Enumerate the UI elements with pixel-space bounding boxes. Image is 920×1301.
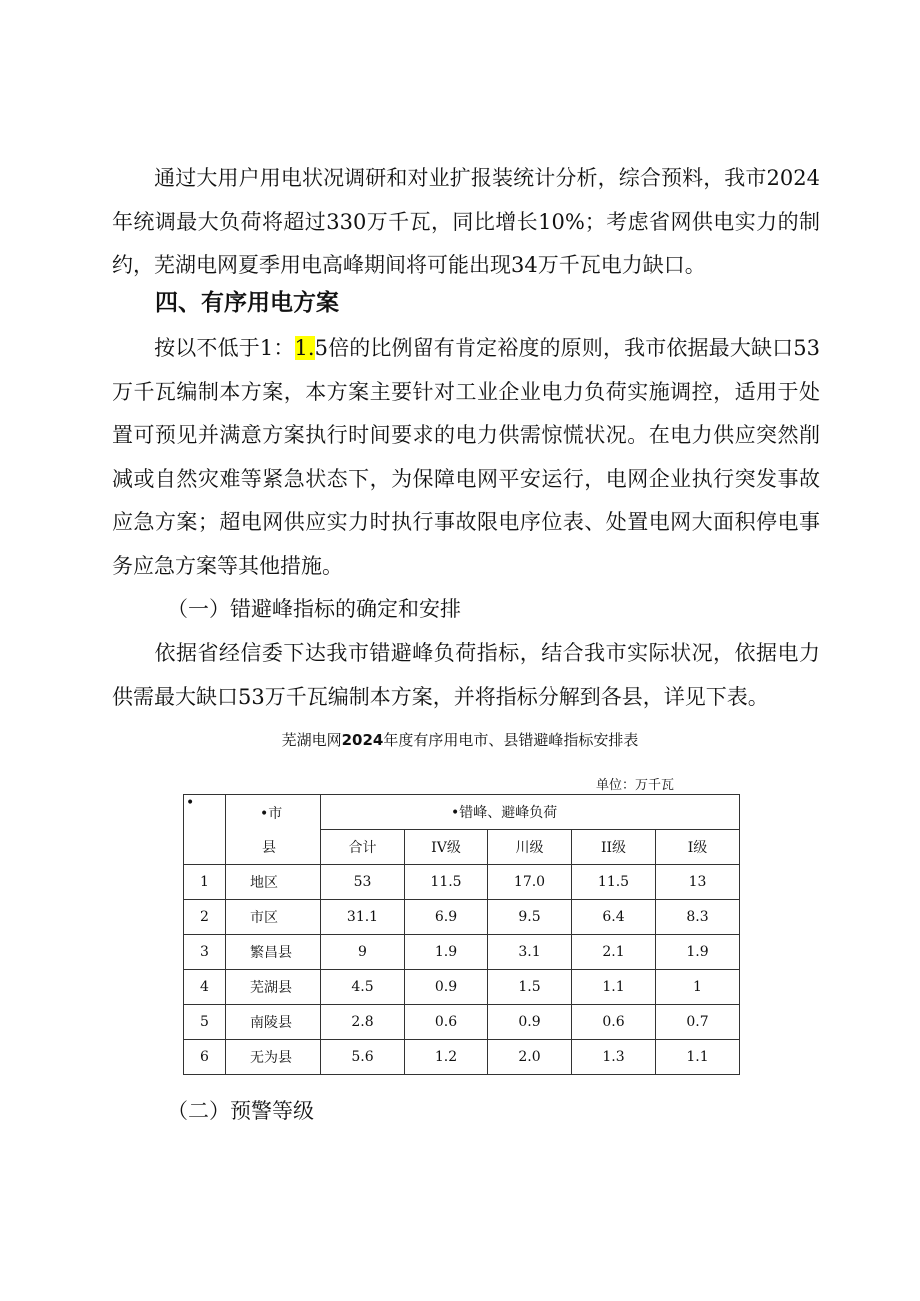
column-header: 合计 — [321, 830, 405, 865]
table-cell: 1.1 — [656, 1040, 740, 1075]
paragraph-plan-principle — [112, 327, 820, 588]
table-cell: 11.5 — [405, 865, 488, 900]
paragraph-load-forecast — [112, 157, 820, 288]
table-cell: 1.9 — [656, 935, 740, 970]
table-cell: 53 — [321, 865, 405, 900]
table-title-suffix: 年度有序用电市、县错避峰指标安排表 — [383, 731, 639, 749]
table-cell: 17.0 — [488, 865, 572, 900]
column-header: II级 — [572, 830, 656, 865]
table-cell: 1.2 — [405, 1040, 488, 1075]
table-cell: 5.6 — [321, 1040, 405, 1075]
table-cell: 13 — [656, 865, 740, 900]
table-cell: 9 — [321, 935, 405, 970]
table-unit: 单位：万千瓦 — [596, 778, 675, 793]
city-header-top: •市 — [260, 806, 283, 822]
column-header: IV级 — [405, 830, 488, 865]
table-cell: 0.9 — [405, 970, 488, 1005]
column-header: I级 — [656, 830, 740, 865]
table-cell: 1 — [656, 970, 740, 1005]
table-header-group: •错峰、避峰负荷 — [321, 795, 740, 830]
row-number: 5 — [184, 1005, 226, 1040]
table-row — [184, 970, 740, 1005]
row-name: 芜湖县 — [226, 970, 321, 1005]
row-name: 地区 — [226, 865, 321, 900]
paragraph-load-forecast-text: 通过大用户用电状况调研和对业扩报装统计分析，综合预料，我市2024年统调最大负荷将超过330万千瓦，同比增长10%；考虑省网供电实力的制约，芜湖电网夏季用电高峰期间将可能出现34万千瓦电力缺口。 — [112, 166, 820, 277]
paragraph-indicator-text: 依据省经信委下达我市错避峰负荷指标，结合我市实际状况，依据电力供需最大缺口53万千瓦编制本方案，并将指标分解到各县，详见下表。 — [112, 641, 820, 709]
table-cell: 9.5 — [488, 900, 572, 935]
table-cell: 4.5 — [321, 970, 405, 1005]
table-cell: 0.6 — [405, 1005, 488, 1040]
table-cell: 31.1 — [321, 900, 405, 935]
row-name: 无为县 — [226, 1040, 321, 1075]
row-number: 1 — [184, 865, 226, 900]
table-cell: 3.1 — [488, 935, 572, 970]
paragraph-plan-text-before: 按以不低于1： — [154, 336, 295, 360]
table-cell: 6.4 — [572, 900, 656, 935]
table-cell: 1.3 — [572, 1040, 656, 1075]
table-cell: 2.0 — [488, 1040, 572, 1075]
table-title-year: 2024 — [341, 731, 384, 749]
table-cell: 11.5 — [572, 865, 656, 900]
peak-shifting-table — [183, 794, 740, 1075]
table-cell: 1.5 — [488, 970, 572, 1005]
table-row — [184, 865, 740, 900]
column-header: 川级 — [488, 830, 572, 865]
row-number: 6 — [184, 1040, 226, 1075]
table-cell: 0.9 — [488, 1005, 572, 1040]
table-title — [0, 729, 920, 750]
paragraph-indicator-allocation — [112, 632, 820, 719]
row-name: 市区 — [226, 900, 321, 935]
row-number: 4 — [184, 970, 226, 1005]
table-cell: 1.1 — [572, 970, 656, 1005]
table-row — [184, 900, 740, 935]
table-title-prefix: 芜湖电网 — [281, 731, 342, 749]
paragraph-plan-text-after: 5倍的比例留有肯定裕度的原则，我市依据最大缺口53万千瓦编制本方案，本方案主要针对工业企业电力负荷实施调控，适用于处置可预见并满意方案执行时间要求的电力供需惊慌状况。在电力供应突然削减或自然灾难等紧急状态下，为保障电网平安运行，电网企业执行突发事故应急方案；超电网供应实力时执行事故限电序位表、处置电网大面积停电事务应急方案等其他措施。 — [112, 336, 820, 578]
subheading-peak-shifting: （一）错避峰指标的确定和安排 — [167, 597, 461, 621]
row-number: 2 — [184, 900, 226, 935]
table-cell: 2.1 — [572, 935, 656, 970]
table-row — [184, 1040, 740, 1075]
table-cell: 0.7 — [656, 1005, 740, 1040]
table-cell: 8.3 — [656, 900, 740, 935]
row-name: 繁昌县 — [226, 935, 321, 970]
table-row — [184, 935, 740, 970]
city-header-bottom: 县 — [262, 840, 276, 856]
highlighted-ratio: 1. — [294, 336, 315, 360]
table-cell: 6.9 — [405, 900, 488, 935]
row-number: 3 — [184, 935, 226, 970]
table-row — [184, 1005, 740, 1040]
table-corner-cell: • — [184, 795, 226, 865]
table-cell: 0.6 — [572, 1005, 656, 1040]
table-cell: 1.9 — [405, 935, 488, 970]
subheading-warning-level: （二）预警等级 — [167, 1099, 314, 1123]
table-header-city-county — [226, 795, 321, 865]
section-heading-4: 四、有序用电方案 — [155, 290, 339, 316]
row-name: 南陵县 — [226, 1005, 321, 1040]
table-cell: 2.8 — [321, 1005, 405, 1040]
